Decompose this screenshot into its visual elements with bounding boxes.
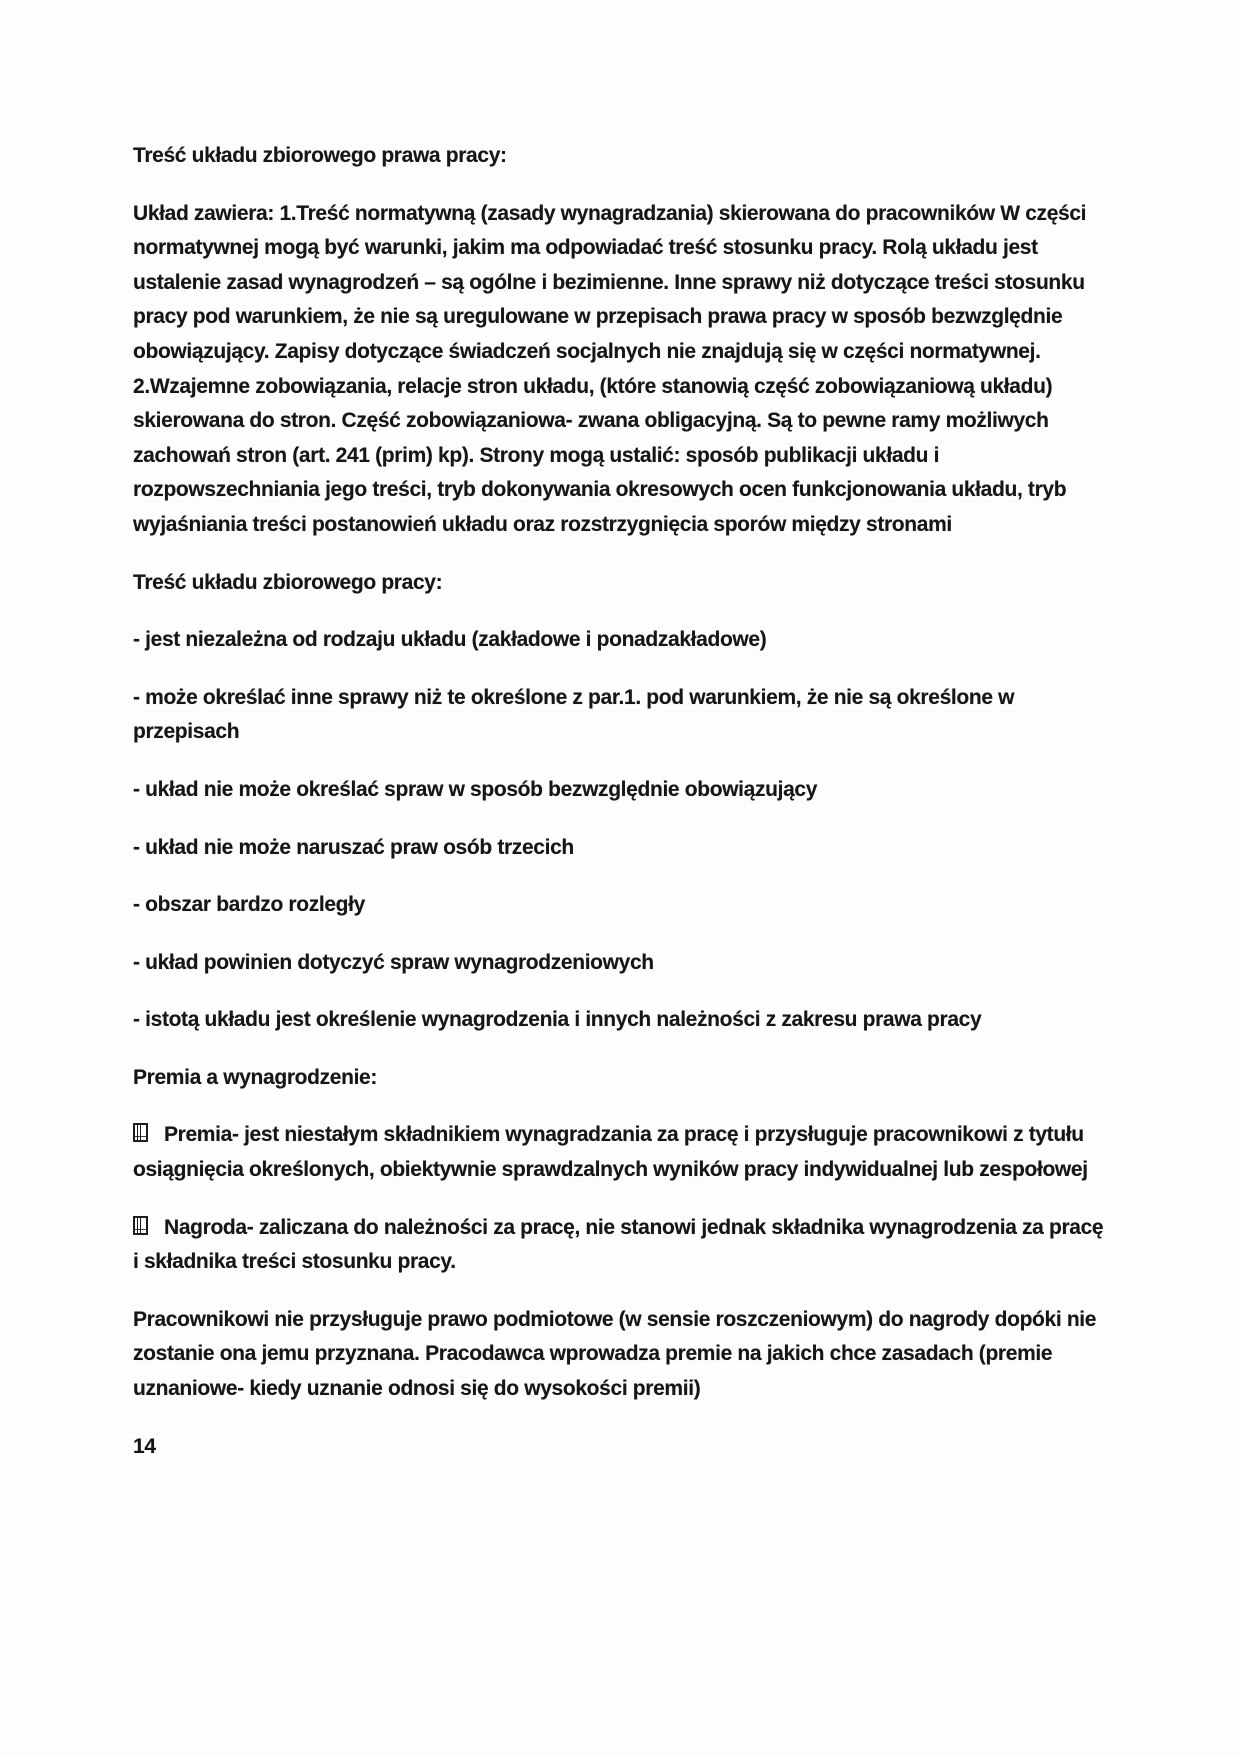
dash-list-item: - istotą układu jest określenie wynagrodzenia i innych należności z zakresu prawa pracy	[133, 1008, 982, 1032]
missing-glyph-box-icon	[133, 1216, 148, 1235]
dash-list-item: - obszar bardzo rozległy	[133, 893, 365, 917]
dash-list-item: - układ nie może określać spraw w sposób bezwzględnie obowiązujący	[133, 777, 818, 801]
dash-list-item: - jest niezależna od rodzaju układu (zakładowe i ponadzakładowe)	[133, 628, 767, 652]
page-number: 14	[133, 1434, 156, 1458]
dash-list-item: - układ powinien dotyczyć spraw wynagrodzeniowych	[133, 950, 654, 974]
paragraph-uklad-zawiera: Układ zawiera: 1.Treść normatywną (zasady wynagradzania) skierowana do pracowników W części normatywnej mogą być warunki, jakim ma odpowiadać treść stosunku pracy. Rolą układu jest ustalenie zasad wynagrodzeń – są ogólne i bezimienne. Inne sprawy niż dotyczące treści stosunku pracy pod warunkiem, że nie są uregulowane w przepisach prawa pracy w sposób bezwzględnie obowiązujący. Zapisy dotyczące świadczeń socjalnych nie znajdują się w części normatywnej. 2.Wzajemne zobowiązania, relacje stron układu, (które stanowią część zobowiązaniową układu) skierowana do stron. Część zobowiązaniowa- zwana obligacyjną. Są to pewne ramy możliwych zachowań stron (art. 241 (prim) kp). Strony mogą ustalić: sposób publikacji układu i rozpowszechniania jego treści, tryb dokonywania okresowych ocen funkcjonowania układu, tryb wyjaśniania treści postanowień układu oraz rozstrzygnięcia sporów między stronami	[133, 201, 1087, 536]
missing-glyph-box-icon	[133, 1123, 148, 1142]
section-heading-premia-a-wynagrodzenie: Premia a wynagrodzenie:	[133, 1065, 378, 1089]
section-heading-tresc-ukladu-prawa-pracy: Treść układu zbiorowego prawa pracy:	[133, 144, 507, 167]
bullet-item-premia	[133, 1118, 1107, 1187]
dash-list-item: - może określać inne sprawy niż te określone z par.1. pod warunkiem, że nie są określone w przepisach	[133, 685, 1015, 744]
dash-list-item: - układ nie może naruszać praw osób trzecich	[133, 835, 574, 859]
bullet-item-text: Premia- jest niestałym składnikiem wynagradzania za pracę i przysługuje pracownikowi z tytułu osiągnięcia określonych, obiektywnie sprawdzalnych wyników pracy indywidualnej lub zespołowej	[133, 1123, 1088, 1182]
bullet-item-nagroda	[133, 1211, 1107, 1280]
paragraph-pracownikowi: Pracownikowi nie przysługuje prawo podmiotowe (w sensie roszczeniowym) do nagrody dopóki nie zostanie ona jemu przyznana. Pracodawca wprowadza premie na jakich chce zasadach (premie uznaniowe- kiedy uznanie odnosi się do wysokości premii)	[133, 1307, 1097, 1401]
section-heading-tresc-ukladu-pracy: Treść układu zbiorowego pracy:	[133, 570, 443, 594]
bullet-item-text: Nagroda- zaliczana do należności za pracę, nie stanowi jednak składnika wynagrodzenia za pracę i składnika treści stosunku pracy.	[133, 1215, 1104, 1274]
